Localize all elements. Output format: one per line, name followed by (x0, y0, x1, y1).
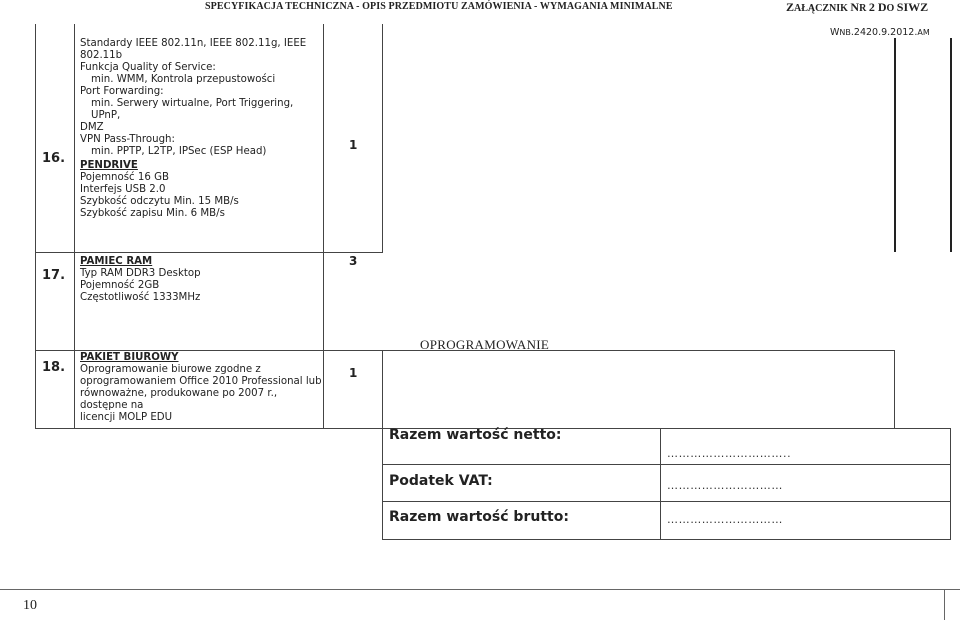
docref-c: .2420.9.2012. (850, 27, 918, 38)
row-divider-16-17 (35, 252, 383, 253)
row-16-line: VPN Pass-Through: (80, 134, 175, 145)
border-right-thick (894, 38, 896, 252)
row-16-line: min. WMM, Kontrola przepustowości (91, 74, 276, 85)
table-bottom-border (35, 428, 383, 429)
gross-total-label: Razem wartość brutto: (389, 509, 569, 525)
annex-label-s: S (896, 0, 904, 14)
annex-label-num: 2 (868, 0, 878, 14)
row-16-line: Standardy IEEE 802.11n, IEEE 802.11g, IEEE (80, 38, 307, 49)
row-18-description (80, 352, 325, 424)
office-line: oprogramowaniem Office 2010 Professional lub (80, 376, 322, 387)
annex-label-rest: AŁĄCZNIK (794, 3, 851, 14)
section-heading: OPROGRAMOWANIE (420, 337, 550, 352)
annex-label-o: O (886, 3, 897, 14)
document-reference (830, 27, 930, 38)
row-16-line: Port Forwarding: (80, 86, 164, 97)
summary-left-border (382, 428, 383, 540)
row-18-number: 18. (42, 360, 66, 375)
summary-divider-2 (382, 501, 951, 502)
row-16-quantity: 1 (349, 138, 358, 152)
border-right-lower (894, 350, 895, 429)
office-line: równoważne, produkowane po 2007 r., dostępne na (80, 388, 278, 411)
row-17-quantity: 3 (349, 254, 358, 268)
summary-divider-1 (382, 464, 951, 465)
row-16-description (80, 38, 320, 220)
ram-line: Częstotliwość 1333MHz (80, 292, 201, 303)
annex-label (786, 0, 928, 15)
pendrive-line: Interfejs USB 2.0 (80, 184, 166, 195)
row-16-number: 16. (42, 151, 66, 166)
docref-a: W (830, 27, 840, 38)
row-16-line: 802.11b (80, 50, 123, 61)
docref-d: AM (917, 28, 930, 37)
summary-bottom-border (382, 539, 951, 540)
row-17-description (80, 256, 320, 304)
ram-title: PAMIEC RAM (80, 256, 153, 267)
office-line: licencji MOLP EDU (80, 412, 173, 423)
summary-middle-border (660, 428, 661, 540)
row-17-number: 17. (42, 268, 66, 283)
document-header-title: SPECYFIKACJA TECHNICZNA - OPIS PRZEDMIOTU ZAMÓWIENIA - WYMAGANIA MINIMALNE (205, 1, 673, 12)
annex-label-n: N (850, 0, 860, 14)
office-line: Oprogramowanie biurowe zgodne z (80, 364, 261, 375)
row-16-line: min. Serwery wirtualne, Port Triggering, UPnP, (91, 98, 294, 121)
vat-label: Podatek VAT: (389, 473, 493, 489)
gross-total-value: ………………………… (667, 513, 783, 526)
page-number: 10 (23, 598, 37, 613)
annex-label-iwz: IWZ (903, 0, 929, 14)
net-total-value: ………………………….. (667, 447, 792, 460)
docref-b: NB (839, 28, 851, 37)
row-18-quantity: 1 (349, 366, 358, 380)
annex-label-z: Z (786, 0, 795, 14)
office-title: PAKIET BIUROWY (80, 352, 179, 363)
border-quantity-column-top (382, 24, 383, 252)
row-16-line: Funkcja Quality of Service: (80, 62, 216, 73)
border-number-column (74, 24, 75, 429)
row-16-line: min. PPTP, L2TP, IPSec (ESP Head) (91, 146, 267, 157)
annex-label-r: R (859, 3, 869, 14)
vat-value: ………………………… (667, 479, 783, 492)
summary-right-border (950, 428, 951, 540)
net-total-label: Razem wartość netto: (389, 427, 562, 443)
ram-line: Typ RAM DDR3 Desktop (80, 268, 201, 279)
annex-label-d: D (877, 0, 887, 14)
row-16-line: DMZ (80, 122, 104, 133)
pendrive-line: Szybkość odczytu Min. 15 MB/s (80, 196, 239, 207)
ram-line: Pojemność 2GB (80, 280, 160, 291)
border-quantity-column-bottom (382, 350, 383, 429)
footer-corner-line (944, 589, 945, 620)
footer-divider (0, 589, 960, 590)
pendrive-title: PENDRIVE (80, 160, 138, 171)
border-right-outer (950, 38, 952, 252)
border-left (35, 24, 36, 429)
pendrive-line: Szybkość zapisu Min. 6 MB/s (80, 208, 225, 219)
pendrive-line: Pojemność 16 GB (80, 172, 169, 183)
